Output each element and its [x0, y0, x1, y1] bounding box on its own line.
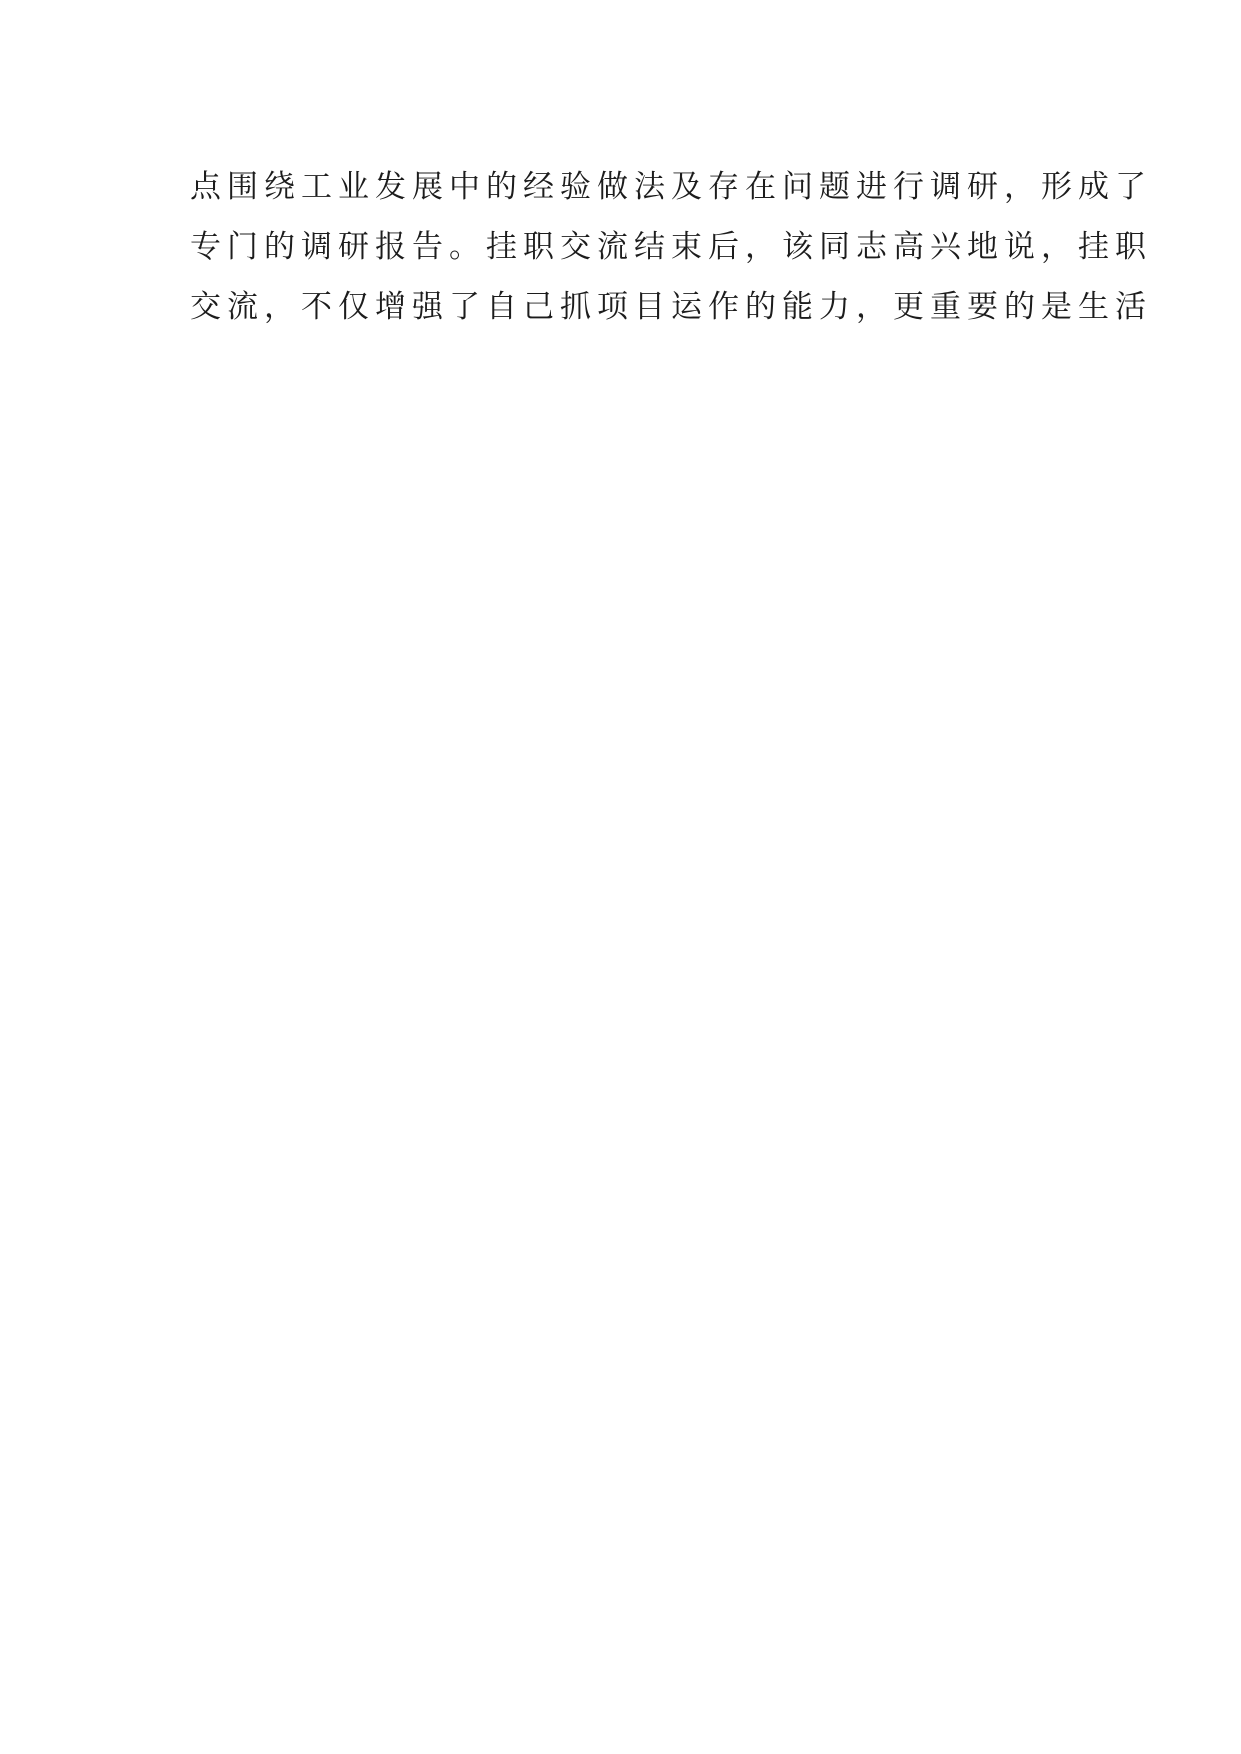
text-line: 交流，不仅增强了自己抓项目运作的能力，更重要的是生活 [190, 289, 1152, 326]
text-line: 点围绕工业发展中的经验做法及存在问题进行调研，形成了 [190, 169, 1152, 205]
body-text [190, 157, 1152, 338]
text-line: 专门的调研报告。挂职交流结束后，该同志高兴地说，挂职 [190, 229, 1152, 266]
